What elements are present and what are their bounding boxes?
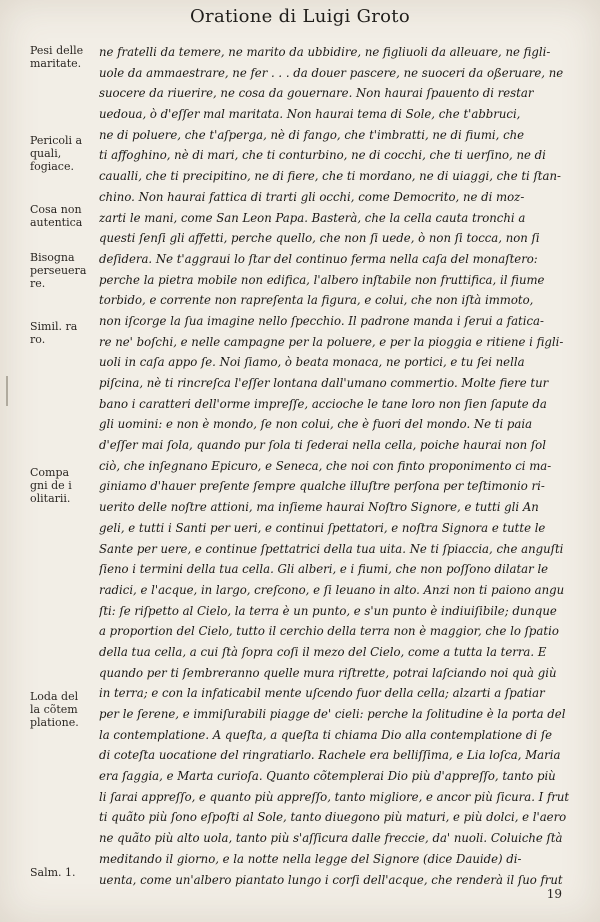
text-line: gli uomini: e non è mondo, ſe non colui, che è fuori del mondo. Ne ti paia — [99, 417, 533, 432]
text-line: uole da ammaestrare, ne fer . . . da douer pascere, ne suoceri da oßeruare, ne — [99, 65, 564, 80]
margin-note: Pesi delle maritate. — [30, 44, 84, 70]
body-text — [99, 42, 587, 890]
page-number: 19 — [546, 887, 562, 901]
text-line: caualli, che ti precipitino, ne di fiere, che ti mordano, ne di uiaggi, che ti ſtan- — [99, 169, 561, 184]
text-line: la contemplatione. A queſta, a queſta ti chiama Dio alla contemplatione di ſe — [99, 727, 553, 742]
text-line: torbido, e corrente non rapreſenta la figura, e colui, che non iſtà immoto, — [99, 293, 534, 308]
text-line: ciò, che inſegnano Epicuro, e Seneca, che noi con finto proponimento ci ma- — [99, 458, 552, 473]
text-line: deſidera. Ne t'aggraui lo ſtar del continuo ferma nella caſa del monaſtero: — [99, 251, 538, 266]
text-line: Sante per uere, e continue ſpettatrici della tua uita. Ne ti ſpiaccia, che anguſti — [99, 541, 564, 556]
text-line: bano i caratteri dell'orme impreſſe, accioche le tane loro non ſien ſapute da — [99, 396, 547, 411]
text-line: ſieno i termini della tua cella. Gli alberi, e i fiumi, che non poſſono dilatar le — [99, 562, 549, 577]
text-line: non iſcorge la ſua imagine nello ſpecchio. Il padrone manda i ſerui a fatica- — [99, 313, 544, 328]
text-line: in terra; e con la infaticabil mente uſcendo fuor della cella; alzarti a ſpatiar — [99, 686, 545, 701]
text-line: ne fratelli da temere, ne marito da ubbidire, ne figliuoli da alleuare, ne figli- — [99, 45, 551, 59]
text-line: d'eſſer mai ſola, quando pur ſola ti ſederai nella cella, poiche haurai non ſol — [99, 438, 546, 453]
text-line: a proportion del Cielo, tutto il cerchio della terra non è maggior, che lo ſpatio — [99, 624, 559, 639]
text-line: perche la pietra mobile non edifica, l'albero inſtabile non fruttifica, il fiume — [99, 272, 545, 287]
text-line: quando per ti ſembreranno quelle mura riſtrette, potrai laſciando noi quà giù — [99, 665, 557, 680]
text-line: di coteſta uocatione del ringratiarlo. Rachele era belliſſima, e Lia loſca, Maria — [99, 748, 561, 763]
text-line: re ne' boſchi, e nelle campagne per la poluere, e per la pioggia e ritiene i figli- — [99, 334, 564, 349]
text-line: questi ſenſi gli affetti, perche quello, che non ſi uede, ò non ſi tocca, non ſi — [99, 231, 540, 246]
text-line: geli, e tutti i Santi per ueri, e continui ſpettatori, e noſtra Signora e tutte le — [99, 520, 546, 535]
margin-notes — [0, 0, 90, 922]
binding-mark — [6, 376, 8, 406]
text-line: zarti le mani, come San Leon Papa. Basterà, che la cella cauta tronchi a — [99, 210, 526, 225]
text-line: ti quãto più ſono eſpoſti al Sole, tanto diuegono più maturi, e più dolci, e l'aero — [99, 810, 567, 825]
text-line: era ſaggia, e Marta curioſa. Quanto cõtemplerai Dio più d'appreſſo, tanto più — [99, 769, 556, 784]
text-line: uedoua, ò d'eſſer mal maritata. Non haurai tema di Sole, che t'abbruci, — [99, 107, 521, 122]
text-line: piſcina, nè ti rincreſca l'eſſer lontana dall'umano commertio. Molte fiere tur — [99, 376, 549, 390]
text-line: per le ſerene, e immiſurabili piagge de' cieli: perche la ſolitudine è la porta del — [99, 707, 566, 721]
text-line: ſti: ſe riſpetto al Cielo, la terra è un punto, e s'un punto è indiuiſibile; dunque — [99, 603, 557, 618]
text-line: uerito delle noſtre attioni, ma inſieme haurai Noſtro Signore, e tutti gli An — [99, 500, 539, 515]
margin-note: Cosa non autentica — [30, 203, 83, 229]
margin-note: Loda del la cõtem platione. — [30, 690, 79, 729]
text-line: suocere da riuerire, ne cosa da gouernare. Non haurai ſpauento di restar — [99, 86, 534, 101]
running-header: Oratione di Luigi Groto — [190, 6, 410, 27]
text-line: radici, e l'acque, in largo, creſcono, e ſi leuano in alto. Anzi non ti paiono angu — [99, 582, 565, 597]
text-line: ne di poluere, che t'aſperga, nè di fango, che t'imbratti, ne di fiumi, che — [99, 127, 525, 142]
text-line: ne quãto più alto uola, tanto più s'aſſicura dalle freccie, da' nuoli. Coluiche ſtà — [99, 831, 563, 846]
text-line: uenta, come un'albero piantato lungo i corſi dell'acque, che renderà il ſuo frut — [99, 872, 563, 887]
text-line: ti affoghino, nè di mari, che ti conturbino, ne di cocchi, che ti uerſino, ne di — [99, 148, 546, 163]
margin-note: Pericoli a quali, fogiace. — [30, 134, 83, 173]
text-line: della tua cella, a cui ſtà ſopra coſi il mezo del Cielo, come a tutta la terra. E — [99, 644, 547, 659]
text-line: uoli in caſa appo ſe. Noi ſiamo, ò beata monaca, ne portici, e tu ſei nella — [99, 355, 525, 370]
margin-note: Salm. 1. — [30, 866, 76, 879]
text-line: chino. Non haurai fattica di trarti gli occhi, come Democrito, ne di moz- — [99, 189, 525, 204]
text-line: meditando il giorno, e la notte nella legge del Signore (dice Dauide) di- — [99, 851, 522, 866]
margin-note: Bisogna perseuera re. — [30, 251, 87, 290]
margin-note: Simil. ra ro. — [30, 320, 78, 346]
margin-note: Compa gni de i olitarii. — [30, 466, 72, 505]
text-line: giniamo d'hauer preſente ſempre qualche illuſtre perſona per teſtimonio ri- — [99, 479, 545, 494]
text-line: li ſarai appreſſo, e quanto più appreſſo, tanto migliore, e ancor più ſicura. I frut — [99, 789, 570, 804]
